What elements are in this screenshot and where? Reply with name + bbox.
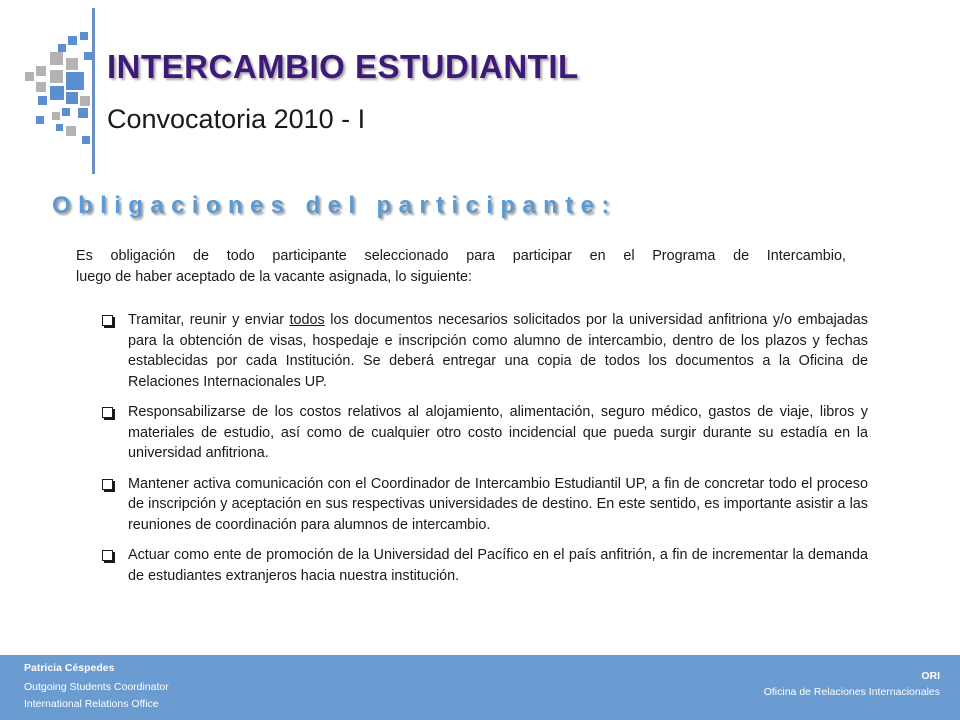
square-bullet-icon [102,550,113,561]
item-text: Mantener activa comunicación con el Coordinador de Intercambio Estudiantil UP, a fin de concretar todo el proceso de inscripción y aceptación en sus respectivas universidades de destino. En este sentido, es importante asistir a las reuniones de coordinación para alumnos de intercambio. [128,475,868,533]
list-item [102,402,868,464]
footer-bar [0,655,960,720]
footer-contact-name: Patricia Céspedes [24,662,115,674]
intro-line-2: luego de haber aceptado de la vacante asignada, lo siguiente: [76,269,473,285]
item-text-start: Tramitar, reunir y enviar [128,312,290,328]
list-item [102,474,868,536]
intro-line-1: Es obligación de todo participante seleccionado para participar en el Programa de Intercambio, [76,248,846,264]
item-text: Responsabilizarse de los costos relativos al alojamiento, alimentación, seguro médico, gastos de viaje, libros y materiales de estudio, así como de cualquier otro costo incidencial que pueda surgir durante su estadía en la universidad anfitriona. [128,404,868,461]
list-item [102,310,868,392]
page-title: INTERCAMBIO ESTUDIANTIL [107,48,579,85]
header-divider-line [92,8,95,174]
intro-paragraph [76,246,846,288]
square-bullet-icon [102,407,113,418]
page-subtitle: Convocatoria 2010 - I [107,104,366,134]
obligations-list [102,310,868,596]
item-text-rest: los documentos necesarios solicitados por la universidad anfitriona y/o embajadas para la obtención de visas, hospedaje e inscripción como alumno de intercambio, dentro de los plazos y fechas establecidas por cada Institución. Se deberá entregar una copia de todos los documentos a la Oficina de Relaciones Internacionales UP. [128,312,868,390]
footer-ori-name: Oficina de Relaciones Internacionales [763,686,940,698]
footer-contact-role: Outgoing Students Coordinator [24,681,169,693]
footer-contact-office: International Relations Office [24,698,159,710]
square-bullet-icon [102,315,113,326]
list-item [102,545,868,586]
square-mosaic-logo-icon [0,0,100,160]
square-bullet-icon [102,479,113,490]
footer-ori-acronym: ORI [921,670,940,682]
item-text: Actuar como ente de promoción de la Universidad del Pacífico en el país anfitrión, a fin de incrementar la demanda de estudiantes extranjeros hacia nuestra institución. [128,547,868,584]
item-text-underlined: todos [289,312,325,328]
section-heading: Obligaciones del participante: [52,192,617,219]
